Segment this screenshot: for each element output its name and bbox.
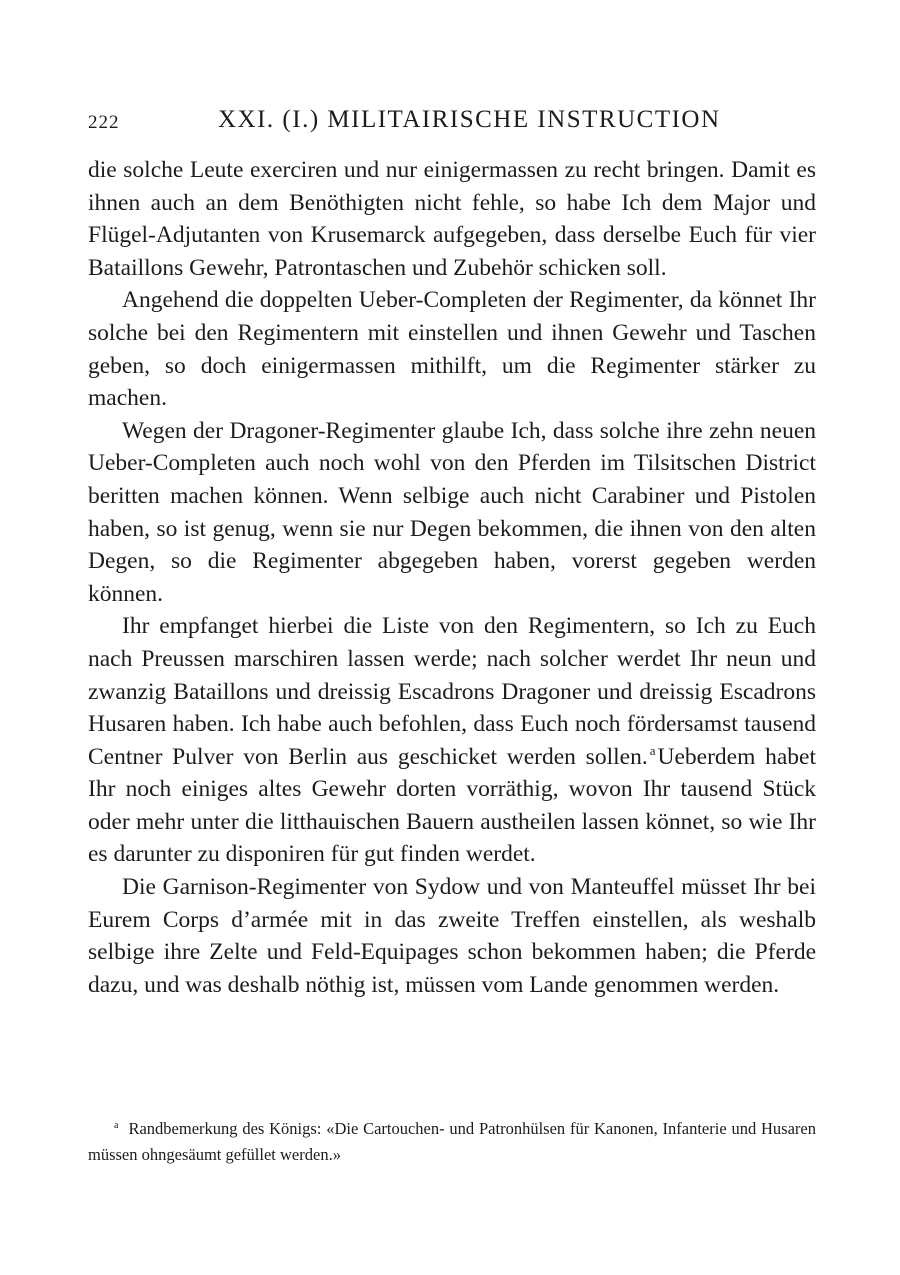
footnote-reference[interactable]: a xyxy=(649,742,656,758)
paragraph-5: Die Garnison-Regimenter von Sydow und von Manteuffel müsset Ihr bei Eurem Corps d’armée mit in das zweite Treffen einstellen, als weshalb selbige ihre Zelte und Feld-Equipages schon bekommen haben; die Pferde dazu, und was deshalb nöthig ist, müssen vom Lande genommen werden. xyxy=(88,874,816,998)
body-text xyxy=(88,154,816,1001)
running-head: XXI. (I.) MILITAIRISCHE INSTRUCTION xyxy=(218,106,721,133)
paragraph-4-part-1: Ihr empfanget hierbei die Liste von den Regimentern, so Ich zu Euch nach Preussen marschiren lassen werde; nach solcher werdet Ihr neun und zwanzig Bataillons und dreissig Escadrons Dragoner und dreissig Escadrons Husaren haben. Ich habe auch befohlen, dass Euch noch fördersamst tausend Centner Pulver von Berlin aus geschicket werden sollen. xyxy=(88,613,816,770)
paragraph-2: Angehend die doppelten Ueber-Completen der Regimenter, da könnet Ihr solche bei den Regimentern mit einstellen und ihnen Gewehr und Taschen geben, so doch einigermassen mithilft, um die Regimenter stärker zu machen. xyxy=(88,287,816,412)
page-number: 222 xyxy=(88,112,120,133)
footnote-text: Randbemerkung des Königs: «Die Cartouchen- und Patronhülsen für Kanonen, Infanterie und Husaren müssen ohngesäumt gefüllet werden.» xyxy=(88,1119,816,1164)
paragraph-4-part-2: Ueberdem habet Ihr noch einiges altes Gewehr dorten vorräthig, wovon Ihr tausend Stück oder mehr unter die litthauischen Bauern austheilen lassen könnet, so wie Ihr es darunter zu disponiren für gut finden werdet. xyxy=(88,743,816,868)
footnote xyxy=(88,1116,816,1168)
paragraph-3: Wegen der Dragoner-Regimenter glaube Ich, dass solche ihre zehn neuen Ueber-Completen auch noch wohl von den Pferden im Tilsitschen District beritten machen können. Wenn selbige auch nicht Carabiner und Pistolen haben, so ist genug, wenn sie nur Degen bekommen, die ihnen von den alten Degen, so die Regimenter abgegeben haben, vorerst gegeben werden können. xyxy=(88,417,816,607)
paragraph-4 xyxy=(88,610,816,871)
page-header xyxy=(88,106,818,140)
paragraph-1: die solche Leute exerciren und nur einigermassen zu recht bringen. Damit es ihnen auch an dem Benöthigten nicht fehle, so habe Ich dem Major und Flügel-Adjutanten von Krusemarck aufgegeben, dass derselbe Euch für vier Bataillons Gewehr, Patrontaschen und Zubehör schicken soll. xyxy=(88,157,816,281)
footnote-mark: a xyxy=(114,1120,119,1131)
